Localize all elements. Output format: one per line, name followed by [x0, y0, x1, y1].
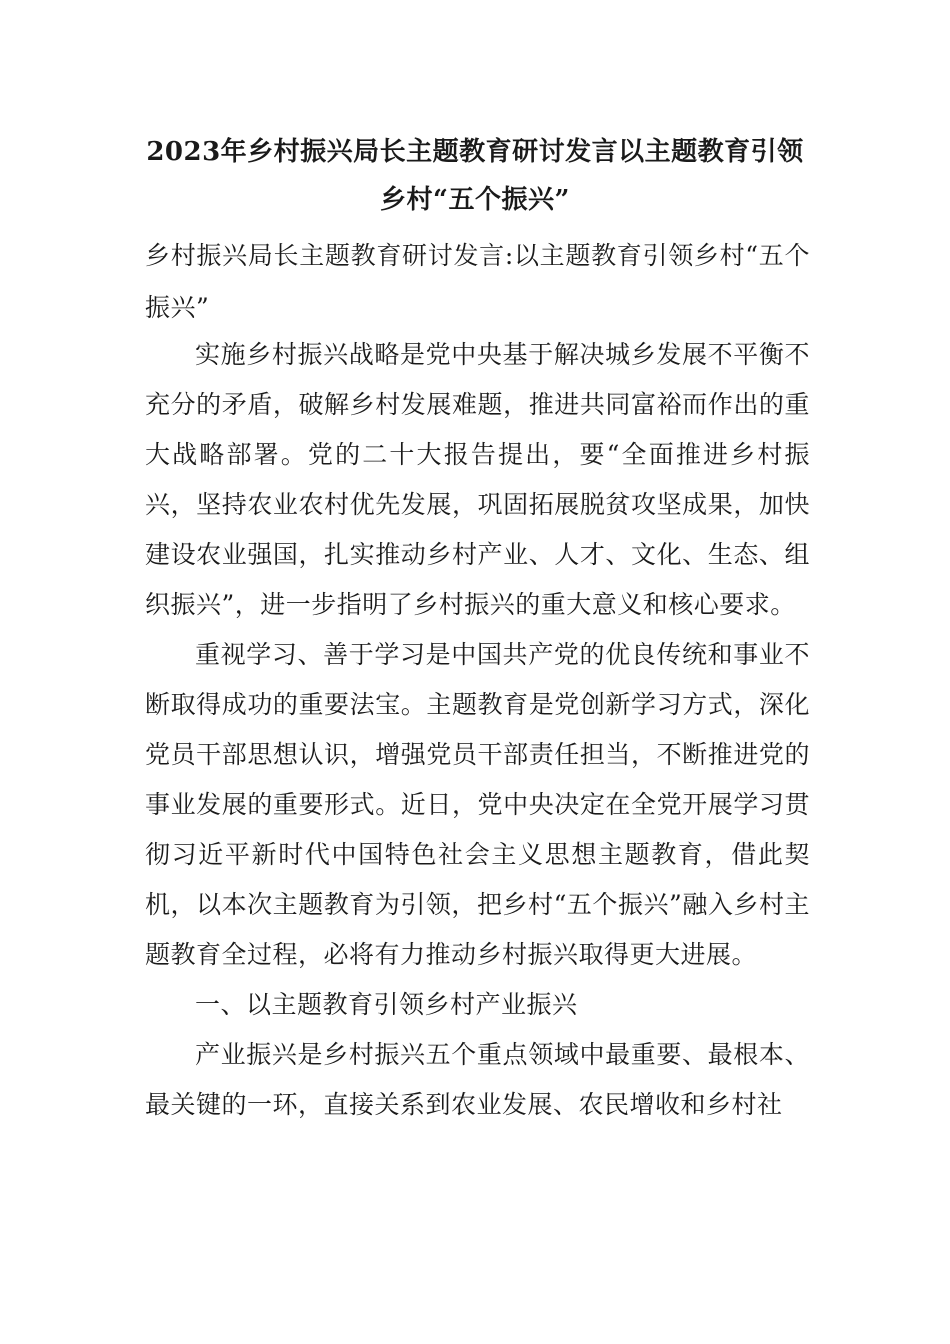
paragraph-industry: 产业振兴是乡村振兴五个重点领域中最重要、最根本、最关键的一环，直接关系到农业发展、农民增收和乡村社	[145, 1040, 810, 1119]
section-heading-industry: 一、以主题教育引领乡村产业振兴	[195, 990, 578, 1019]
document-body	[145, 330, 810, 1130]
document-subtitle: 乡村振兴局长主题教育研讨发言:以主题教育引领乡村“五个振兴”	[145, 241, 810, 322]
paragraph-study: 重视学习、善于学习是中国共产党的优良传统和事业不断取得成功的重要法宝。主题教育是党创新学习方式，深化党员干部思想认识，增强党员干部责任担当，不断推进党的事业发展的重要形式。近日，党中央决定在全党开展学习贯彻习近平新时代中国特色社会主义思想主题教育，借此契机，以本次主题教育为引领，把乡村“五个振兴”融入乡村主题教育全过程，必将有力推动乡村振兴取得更大进展。	[145, 640, 810, 969]
paragraph-intro: 实施乡村振兴战略是党中央基于解决城乡发展不平衡不充分的矛盾，破解乡村发展难题，推进共同富裕而作出的重大战略部署。党的二十大报告提出，要“全面推进乡村振兴，坚持农业农村优先发展，巩固拓展脱贫攻坚成果，加快建设农业强国，扎实推动乡村产业、人才、文化、生态、组织振兴”，进一步指明了乡村振兴的重大意义和核心要求。	[145, 340, 810, 619]
document-title: 2023年乡村振兴局长主题教育研讨发言以主题教育引领乡村“五个振兴”	[146, 137, 804, 215]
